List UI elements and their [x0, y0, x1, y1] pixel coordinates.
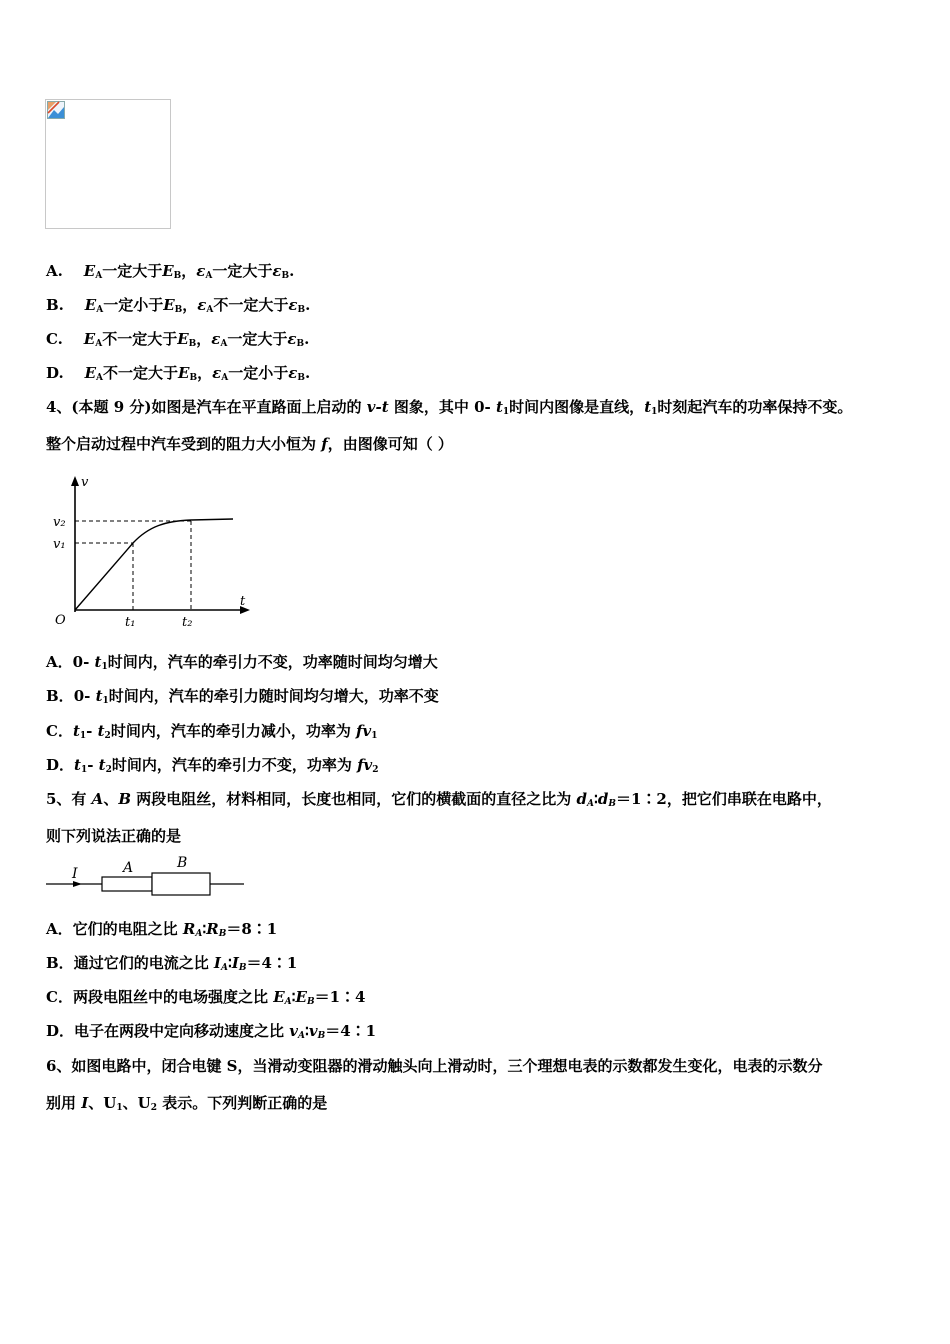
vt-graph [46, 472, 256, 632]
broken-image-placeholder [45, 99, 171, 229]
q4-stem-line1: 4、(本题 9 分)如图是汽车在平直路面上启动的 v-t 图象，其中 0- $t_1$时间内图像是直线，$t_1$时刻起汽车的功率保持不变。 [46, 398, 853, 417]
y-axis-arrow [71, 476, 79, 486]
v2-label: v₂ [53, 515, 66, 530]
q5-option-a: A．它们的电阻之比 $R_A∶R_B=8∶1$ [46, 920, 278, 939]
resistor-b-label: B [177, 855, 188, 871]
q5-stem-line1: 5、有 A、B 两段电阻丝，材料相同，长度也相同，它们的横截面的直径之比为 $d_A∶d_B=1∶2$，把它们串联在电路中， [46, 790, 832, 809]
v1-label: v₁ [53, 537, 66, 552]
q5-stem-line2: 则下列说法正确的是 [46, 827, 182, 845]
q5-option-c: C．两段电阻丝中的电场强度之比 $E_A∶E_B=1∶4$ [46, 988, 366, 1007]
q4-stem-line2: 整个启动过程中汽车受到的阻力大小恒为 f，由图像可知（ ） [46, 435, 453, 453]
resistor-b [152, 873, 210, 895]
q6-stem-line1: 6、如图电路中，闭合电键 S，当滑动变阻器的滑动触头向上滑动时，三个理想电表的示数都发生变化，电表的示数分 [46, 1057, 823, 1075]
q3-option-a: A. $E_A$一定大于$E_B$，$\varepsilon_A$一定大于$\varepsilon_B$. [46, 262, 295, 281]
broken-image-icon [47, 101, 65, 119]
q3-option-c: C. $E_A$不一定大于$E_B$，$\varepsilon_A$一定大于$\varepsilon_B$. [46, 330, 310, 349]
q4-option-c: C．$t_1-$ $t_2$时间内，汽车的牵引力减小，功率为 $fv_1$ [46, 722, 378, 741]
q5-option-b: B．通过它们的电流之比 $I_A∶I_B=4∶1$ [46, 954, 298, 973]
q5-option-d: D．电子在两段中定向移动速度之比 $v_A∶v_B=4∶1$ [46, 1022, 377, 1041]
velocity-curve [75, 519, 233, 610]
t2-label: t₂ [182, 615, 193, 630]
t1-label: t₁ [125, 615, 136, 630]
resistor-a-label: A [123, 860, 134, 876]
q4-option-b: B．0- $t_1$时间内，汽车的牵引力随时间均匀增大，功率不变 [46, 687, 439, 706]
q4-option-a: A．0- $t_1$时间内，汽车的牵引力不变，功率随时间均匀增大 [46, 653, 438, 672]
resistor-a [102, 877, 152, 891]
origin-label: O [55, 613, 66, 628]
q6-stem-line2: 别用 I、$U_1$、$U_2$ 表示。下列判断正确的是 [46, 1094, 328, 1113]
q3-option-d: D. $E_A$不一定大于$E_B$，$\varepsilon_A$一定小于$\varepsilon_B$. [46, 364, 311, 383]
q3-option-b: B. $E_A$一定小于$E_B$，$\varepsilon_A$不一定大于$\varepsilon_B$. [46, 296, 311, 315]
resistor-diagram [44, 852, 249, 898]
current-label: I [72, 866, 78, 882]
t-axis-label: t [240, 594, 246, 609]
q4-option-d: D．$t_1-$ $t_2$时间内，汽车的牵引力不变，功率为 $fv_2$ [46, 756, 379, 775]
v-axis-label: v [81, 475, 89, 490]
